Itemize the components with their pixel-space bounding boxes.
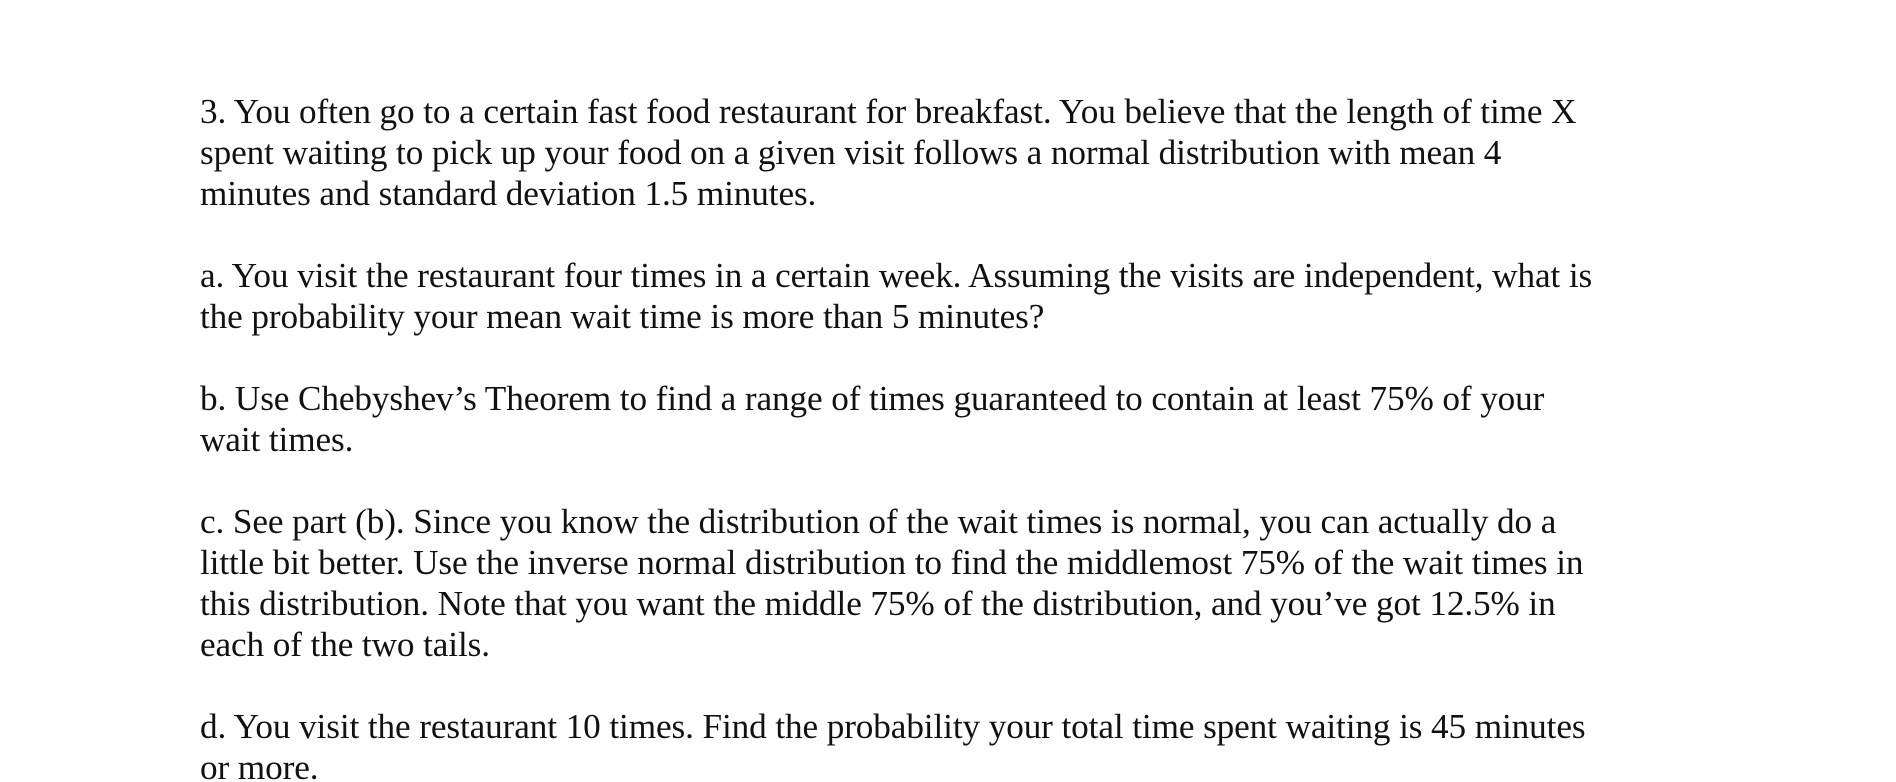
part-b (200, 378, 1660, 460)
part-a (200, 255, 1660, 337)
part-b-line: b. Use Chebyshev’s Theorem to find a range of times guaranteed to contain at least 75% of your (200, 379, 1545, 418)
part-c (200, 501, 1660, 665)
part-a-line: a. You visit the restaurant four times in a certain week. Assuming the visits are independent, what is (200, 256, 1593, 295)
part-c-line: little bit better. Use the inverse normal distribution to find the middlemost 75% of the wait times in (200, 543, 1584, 582)
part-a-line: the probability your mean wait time is more than 5 minutes? (200, 297, 1045, 336)
part-c-line: c. See part (b). Since you know the distribution of the wait times is normal, you can actually do a (200, 502, 1557, 541)
problem-line: spent waiting to pick up your food on a given visit follows a normal distribution with mean 4 (200, 133, 1502, 172)
part-d-line: d. You visit the restaurant 10 times. Find the probability your total time spent waiting is 45 minutes (200, 707, 1586, 746)
document-body (200, 91, 1660, 782)
problem-line: minutes and standard deviation 1.5 minutes. (200, 174, 817, 213)
part-c-line: this distribution. Note that you want the middle 75% of the distribution, and you’ve got 12.5% in (200, 584, 1556, 623)
problem-statement (200, 91, 1660, 214)
part-d-line: or more. (200, 748, 319, 782)
part-d (200, 706, 1660, 782)
part-b-line: wait times. (200, 420, 354, 459)
problem-line: 3. You often go to a certain fast food restaurant for breakfast. You believe that the length of time X (200, 92, 1577, 131)
part-c-line: each of the two tails. (200, 625, 490, 664)
